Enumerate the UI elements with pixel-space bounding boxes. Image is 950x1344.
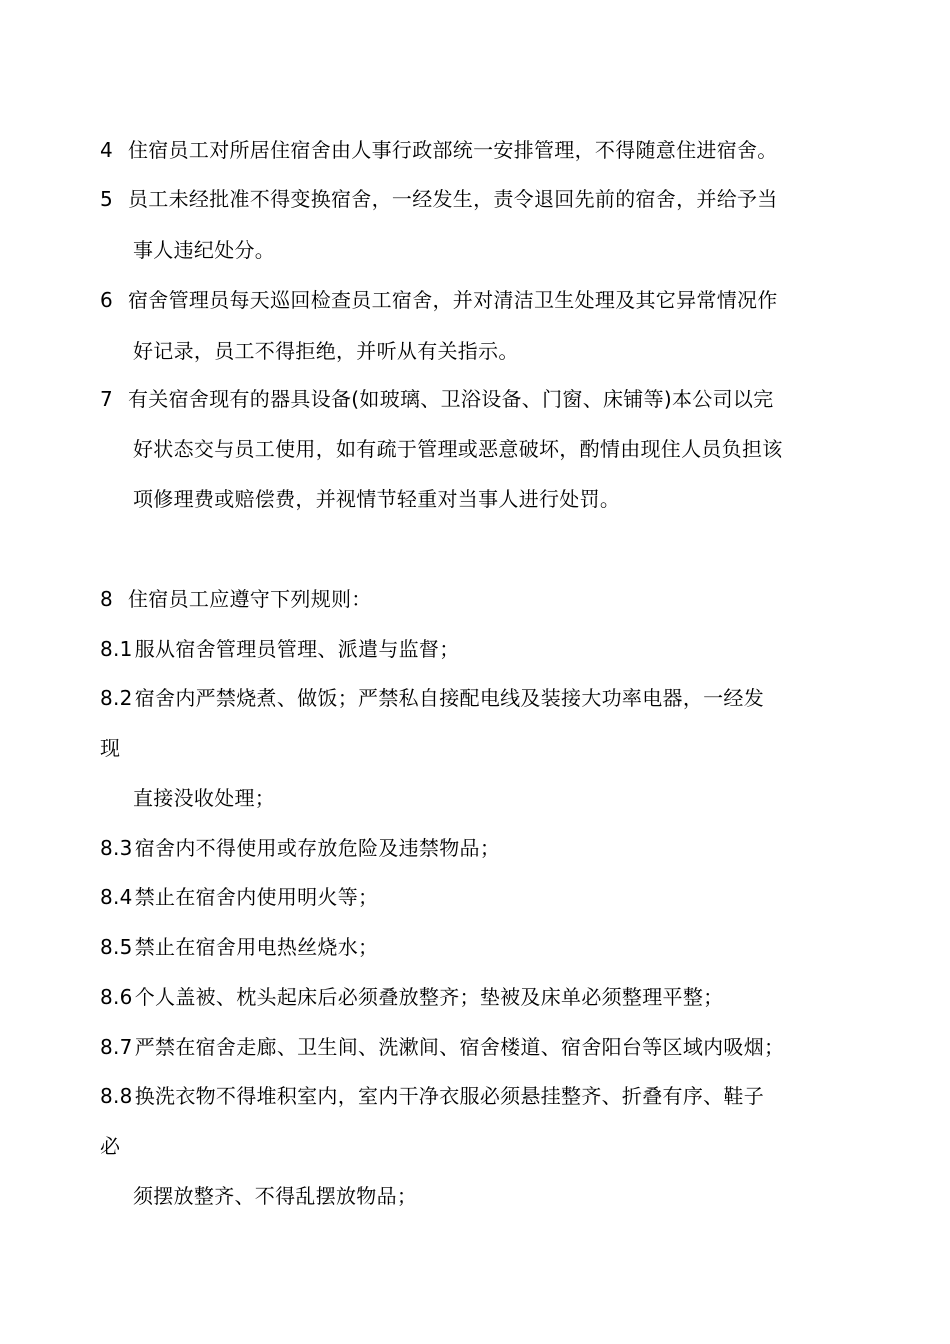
item-4-line-1 <box>100 136 778 164</box>
rule-number: 8.7 <box>100 1035 133 1059</box>
item-text: 员工未经批准不得变换宿舍，一经发生，责令退回先前的宿舍，并给予当 <box>128 187 778 211</box>
item-number: 4 <box>100 138 114 162</box>
rule-text: 禁止在宿舍用电热丝烧水； <box>134 935 379 959</box>
item-8-line-1 <box>100 585 372 613</box>
rule-text: 服从宿舍管理员管理、派遣与监督； <box>134 637 460 661</box>
rule-number: 8.4 <box>100 885 133 909</box>
rule-text: 个人盖被、枕头起床后必须叠放整齐；垫被及床单必须整理平整； <box>134 985 724 1009</box>
item-number: 8 <box>100 587 114 611</box>
rule-number: 8.1 <box>100 637 133 661</box>
item-7-line-3: 项修理费或赔偿费，并视情节轻重对当事人进行处罚。 <box>133 487 621 511</box>
rule-number: 8.2 <box>100 686 133 710</box>
rule-text: 宿舍内严禁烧煮、做饭；严禁私自接配电线及装接大功率电器，一经发 <box>134 686 765 710</box>
item-7-line-2: 好状态交与员工使用，如有疏于管理或恶意破坏，酌情由现住人员负担该 <box>133 437 783 461</box>
item-number: 5 <box>100 187 114 211</box>
item-text: 宿舍管理员每天巡回检查员工宿舍，并对清洁卫生处理及其它异常情况作 <box>128 288 778 312</box>
item-number: 6 <box>100 288 114 312</box>
item-7-line-1 <box>100 385 774 413</box>
rule-8-2 <box>100 684 764 712</box>
rule-8-2-wrap: 现 <box>100 736 121 760</box>
rule-8-3 <box>100 834 500 862</box>
rule-8-2-continuation: 直接没收处理； <box>133 786 276 810</box>
rule-number: 8.6 <box>100 985 133 1009</box>
rule-8-5 <box>100 933 378 961</box>
rule-8-8 <box>100 1082 764 1110</box>
rule-8-8-continuation: 须摆放整齐、不得乱摆放物品； <box>133 1184 418 1208</box>
item-6-line-1 <box>100 286 778 314</box>
rule-number: 8.3 <box>100 836 133 860</box>
item-number: 7 <box>100 387 114 411</box>
rule-text: 换洗衣物不得堆积室内，室内干净衣服必须悬挂整齐、折叠有序、鞋子 <box>134 1084 765 1108</box>
rule-number: 8.5 <box>100 935 133 959</box>
rule-text: 宿舍内不得使用或存放危险及违禁物品； <box>134 836 501 860</box>
rule-8-6 <box>100 983 723 1011</box>
rule-text: 禁止在宿舍内使用明火等； <box>134 885 379 909</box>
rule-text: 严禁在宿舍走廊、卫生间、洗漱间、宿舍楼道、宿舍阳台等区域内吸烟； <box>134 1035 785 1059</box>
item-6-line-2: 好记录，员工不得拒绝，并听从有关指示。 <box>133 339 519 363</box>
rule-number: 8.8 <box>100 1084 133 1108</box>
item-5-line-1 <box>100 185 778 213</box>
rule-8-7 <box>100 1033 784 1061</box>
rule-8-4 <box>100 883 378 911</box>
rule-8-1 <box>100 635 460 663</box>
rule-8-8-wrap: 必 <box>100 1134 121 1158</box>
item-text: 住宿员工对所居住宿舍由人事行政部统一安排管理，不得随意住进宿舍。 <box>128 138 778 162</box>
item-text: 有关宿舍现有的器具设备(如玻璃、卫浴设备、门窗、床铺等)本公司以完 <box>128 387 774 411</box>
item-text: 住宿员工应遵守下列规则： <box>128 587 372 611</box>
item-5-line-2: 事人违纪处分。 <box>133 238 276 262</box>
